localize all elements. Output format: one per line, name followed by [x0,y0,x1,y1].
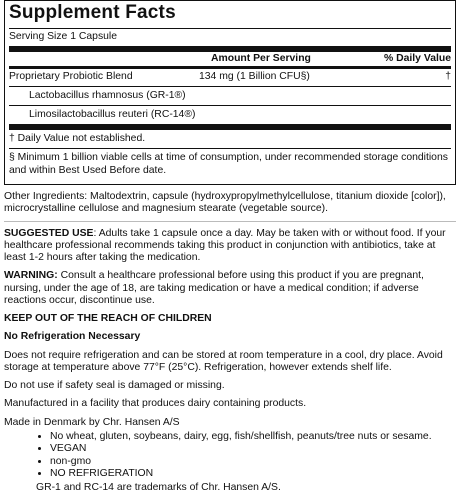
warning-text: Consult a healthcare professional before using this product if you are pregnant, nursing, under the age of 18, are taking medication or have a medical condition; if adverse reactions occur, discontinue use. [4,270,424,306]
divider [4,221,456,222]
facts-header-row [9,52,451,69]
suggested-use [4,228,456,265]
warning-label: WARNING: [4,270,58,282]
list-item: • No wheat, gluten, soybeans, dairy, egg, fish/shellfish, peanuts/tree nuts or sesame. [50,431,456,443]
storage-text: Does not require refrigeration and can be stored at room temperature in a cool, dry place. Avoid storage at temperature above 77°F (25°C). Refrigeration, however extends shelf life. [4,349,443,373]
cfu-note: § Minimum 1 billion viable cells at time of consumption, under recommended storage conditions and within Best Used Before date. [9,152,448,176]
blend-daily-value: † [445,71,451,83]
suggested-use-text: : Adults take 1 capsule once a day. May be taken with or without food. If your healthcare professional recommends taking this product in conjunction with antibiotics, take at least 1-2 hours after taking the medication. [4,227,446,264]
facility-text: Manufactured in a facility that produces dairy containing products. [4,398,307,410]
blend-name: Proprietary Probiotic Blend [9,71,133,83]
trademark-text: GR-1 and RC-14 are trademarks of Chr. Hansen A/S. [36,482,281,494]
serving-size: Serving Size 1 Capsule [9,28,451,52]
daily-value-note: † Daily Value not established. [9,130,451,149]
keep-out-heading: KEEP OUT OF THE REACH OF CHILDREN [4,313,212,325]
list-item: • NO REFRIGERATION [50,468,456,480]
label-page [4,0,456,494]
claims-list [4,431,456,480]
supplement-facts-panel [4,0,456,185]
made-in-text: Made in Denmark by Chr. Hansen A/S [4,416,180,428]
strain-row: Limosilactobacillus reuteri (RC-14®) [9,106,451,130]
amount-per-serving-header: Amount Per Serving [211,53,311,65]
other-ingredients: Other Ingredients: Maltodextrin, capsule (hydroxypropylmethylcellulose, titanium dioxide [color]), microcrystalline cellulose and magnesium stearate (vegetable source). [4,191,446,215]
blend-amount: 134 mg (1 Billion CFU§) [199,71,310,83]
facts-title: Supplement Facts [9,2,176,23]
warning [4,270,456,307]
blend-row [9,69,451,86]
seal-text: Do not use if safety seal is damaged or missing. [4,380,225,392]
daily-value-header: % Daily Value [384,53,451,65]
list-item: • non-gmo [50,456,456,468]
strain-row: Lactobacillus rhamnosus (GR-1®) [9,87,451,106]
no-refrigeration-heading: No Refrigeration Necessary [4,331,141,343]
list-item: • VEGAN [50,443,456,455]
suggested-use-label: SUGGESTED USE [4,227,94,239]
